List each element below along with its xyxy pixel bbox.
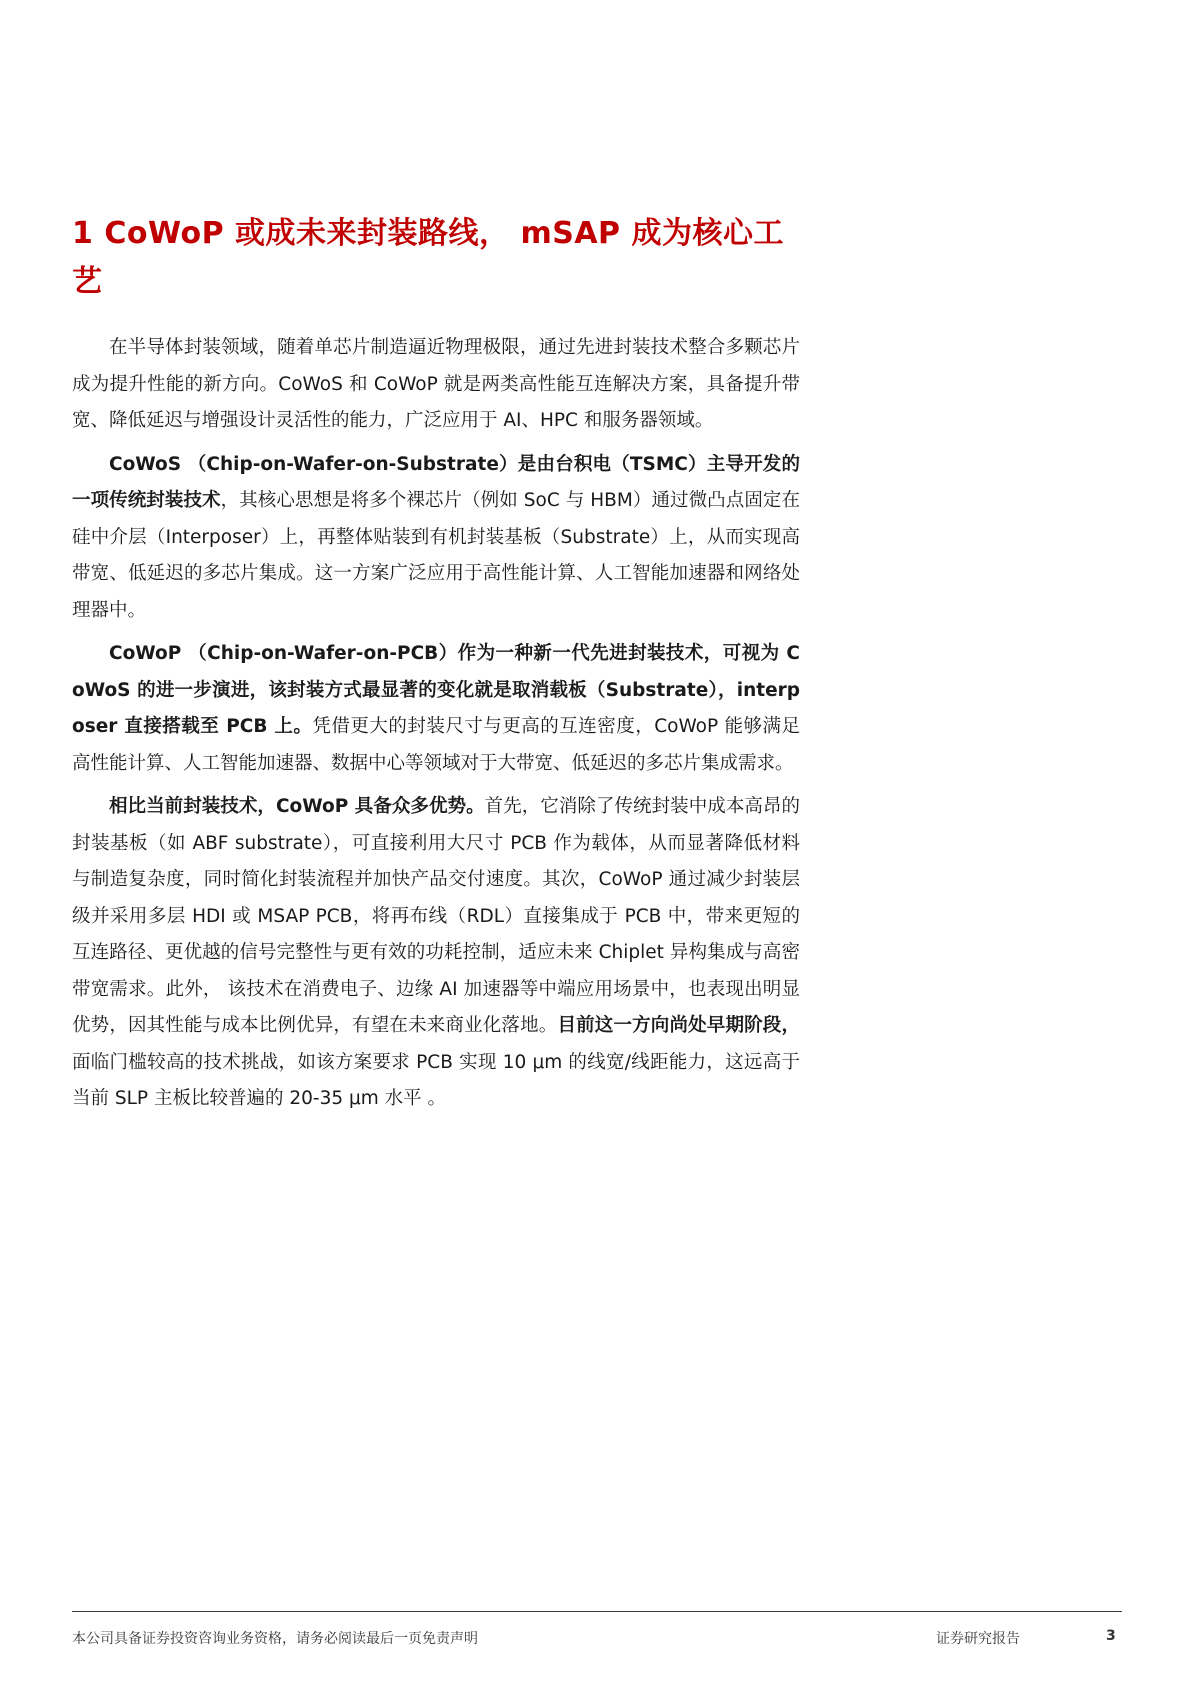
paragraph-bold-text: CoWoP （Chip-on-Wafer-on-PCB）作为一种新一代先进封装技术，可视为 CoWoS 的进一步演进，该封装方式最显著的变化就是取消载板（Substrate），interposer 直接搭载至 PCB 上。 bbox=[72, 643, 800, 737]
paragraph-text: 面临门槛较高的技术挑战，如该方案要求 PCB 实现 10 μm 的线宽/线距能力，这远高于当前 SLP 主板比较普遍的 20-35 μm 水平 。 bbox=[72, 1051, 800, 1109]
main-content bbox=[72, 210, 800, 1125]
paragraph bbox=[72, 636, 800, 782]
footer-divider bbox=[72, 1611, 1122, 1612]
footer-report-type: 证券研究报告 bbox=[936, 1631, 1020, 1647]
paragraph-text: 在半导体封装领域，随着单芯片制造逼近物理极限，通过先进封装技术整合多颗芯片成为提升性能的新方向。CoWoS 和 CoWoP 就是两类高性能互连解决方案，具备提升带宽、降低延迟与增强设计灵活性的能力，广泛应用于 AI、HPC 和服务器领域。 bbox=[72, 337, 800, 431]
paragraph-bold-text: 相比当前封装技术，CoWoP 具备众多优势。 bbox=[109, 796, 485, 817]
paragraph-text: 凭借更大的封装尺寸与更高的互连密度，CoWoP 能够满足高性能计算、人工智能加速器、数据中心等领域对于大带宽、低延迟的多芯片集成需求。 bbox=[72, 716, 800, 774]
footer-disclaimer: 本公司具备证券投资咨询业务资格，请务必阅读最后一页免责声明 bbox=[72, 1631, 478, 1647]
paragraph bbox=[72, 447, 800, 630]
paragraph bbox=[72, 330, 800, 440]
paragraph-text: 首先，它消除了传统封装中成本高昂的封装基板（如 ABF substrate），可直接利用大尺寸 PCB 作为载体，从而显著降低材料与制造复杂度，同时简化封装流程并加快产品交付速度。其次，CoWoP 通过减少封装层级并采用多层 HDI 或 MSAP PCB，将再布线（RDL）直接集成于 PCB 中，带来更短的互连路径、更优越的信号完整性与更有效的功耗控制，适应未来 Chiplet 异构集成与高密带宽需求。此外， 该技术在消费电子、边缘 AI 加速器等中端应用场景中，也表现出明显优势，因其性能与成本比例优异，有望在未来商业化落地。 bbox=[72, 796, 800, 1036]
page-number: 3 bbox=[1106, 1628, 1116, 1644]
paragraph-bold-text: CoWoS （Chip-on-Wafer-on-Substrate）是由台积电（TSMC）主导开发的一项传统封装技术 bbox=[72, 453, 800, 511]
section-heading: 1 CoWoP 或成未来封装路线， mSAP 成为核心工艺 bbox=[72, 216, 784, 299]
paragraph bbox=[72, 789, 800, 1118]
paragraph-bold-text: 目前这一方向尚处早期阶段， bbox=[557, 1015, 800, 1036]
paragraph-text: ，其核心思想是将多个裸芯片（例如 SoC 与 HBM）通过微凸点固定在硅中介层（Interposer）上，再整体贴装到有机封装基板（Substrate）上，从而实现高带宽、低延迟的多芯片集成。这一方案广泛应用于高性能计算、人工智能加速器和网络处理器中。 bbox=[72, 490, 800, 621]
